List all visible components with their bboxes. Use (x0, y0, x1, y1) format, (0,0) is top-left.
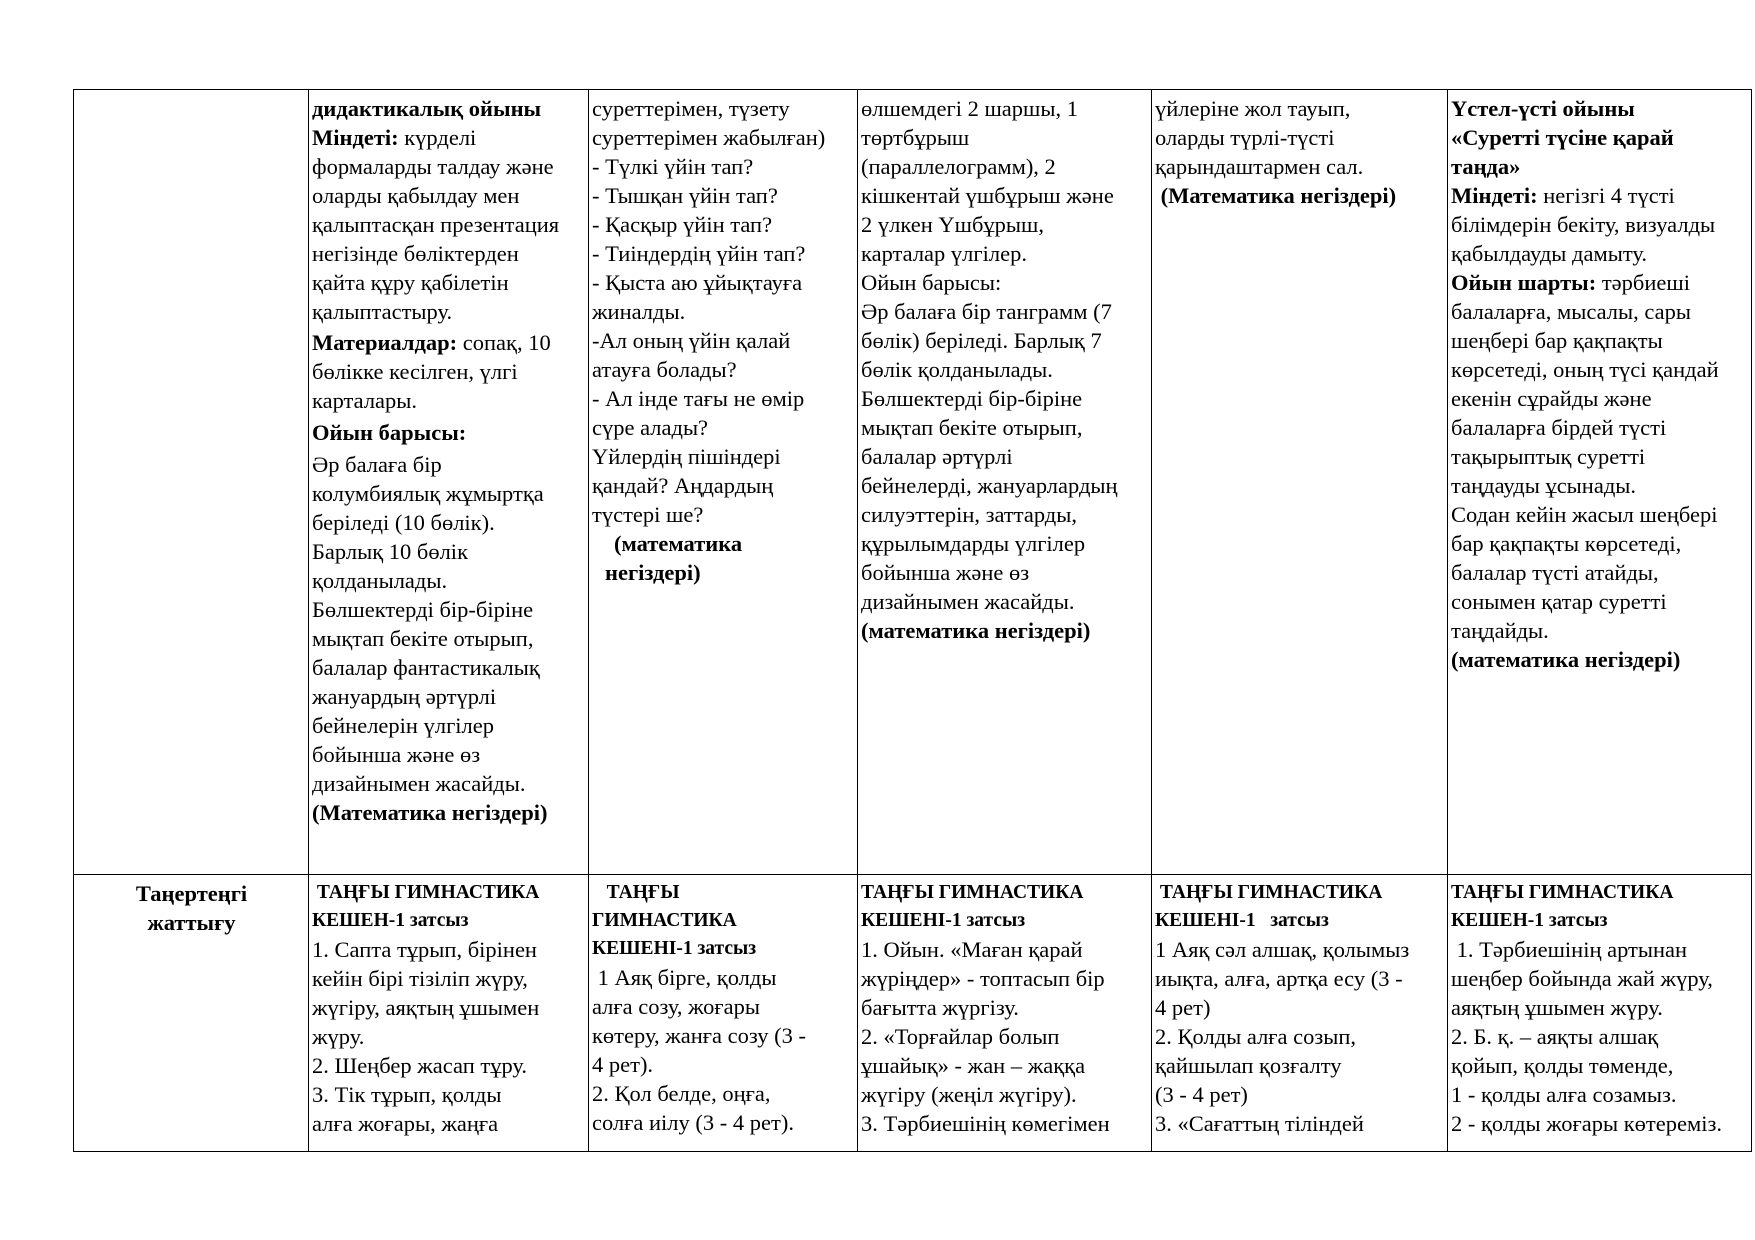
materials-label: Материалдар: (312, 330, 458, 355)
game-title: дидактикалық ойыны (312, 96, 542, 121)
subject-label: (математика негіздері) (1451, 647, 1681, 672)
cell-path-drawing: үйлеріне жол тауып, оларды түрлі-түсті қарындаштармен сал. (Математика негіздері) (1152, 90, 1448, 875)
game-title: таңда» (1451, 154, 1521, 179)
progress-label: Ойын барысы: (312, 420, 467, 445)
gymnastics-heading: КЕШЕН-1 затсыз (1451, 910, 1608, 931)
cell-didactic-game: дидактикалық ойыны Міндеті: күрделі формаларды талдау және оларды қабылдау мен қалыптасқан презентация негізінде бөліктерден қайта құру қабілетін қалыптастыру. Материалдар: сопақ, 10 бөлікке кесілген, үлгі карталары. Ойын барысы: Әр балаға бір колумбиялық жұмыртқа беріледі (10 бөлік). Барлық 10 бөлік қолданылады. Бөлшектерді бір-біріне мықтап бекіте отырып, балалар фантастикалық жануардың әртүрлі бейнелерін үлгілер бойынша және өз дизайнымен жасайды. (Математика негіздері) (309, 90, 589, 875)
gymnastics-heading: КЕШЕНІ-1 затсыз (861, 910, 1026, 931)
game-title: «Суретті түсіне қарай (1451, 125, 1674, 150)
subject-label: (Математика негіздері) (312, 800, 548, 825)
gymnastics-heading: КЕШЕНІ-1 затсыз (592, 938, 757, 959)
weekly-plan-table (73, 89, 1752, 1152)
gymnastics-heading: КЕШЕНІ-1 затсыз (1155, 910, 1329, 931)
game-title: Үстел-үсті ойыны (1451, 96, 1635, 121)
table-row (74, 875, 1752, 1152)
cell-color-game: Үстел-үсті ойыны «Суретті түсіне қарай таңда» Міндеті: негізгі 4 түсті білімдерін бекіту, визуалды қабылдауды дамыту. Ойын шарты: тәрбиеші балаларға, мысалы, сары шеңбері бар қақпақты көрсетеді, оның түсі қандай екенін сұрайды және балаларға бірдей түсті тақырыптық суретті таңдауды ұсынады. Содан кейін жасыл шеңбері бар қақпақты көрсетеді, балалар түсті атайды, сонымен қатар суретті таңдайды. (математика негіздері) (1448, 90, 1752, 875)
subject-label: (математика негіздері) (861, 618, 1091, 643)
gymnastics-heading: ТАҢҒЫ ГИМНАСТИКА (861, 882, 1084, 903)
row-head-morning-exercise: Таңертеңгі жаттығу (74, 875, 309, 1152)
subject-label: (математика (614, 531, 743, 556)
cell-animal-homes: суреттерімен, түзету суреттерімен жабылған) - Түлкі үйін тап? - Тышқан үйін тап? - Қасқыр үйін тап? - Тиіндердің үйін тап? - Қыста аю ұйықтауға жиналды. -Ал оның үйін қалай атауға болады? - Ал інде тағы не өмір сүре алады? Үйлердің пішіндері қандай? Аңдардың түстері ше? (математика негіздері) (589, 90, 858, 875)
table-row (74, 90, 1752, 875)
task-label: Міндеті: (1451, 183, 1538, 208)
cell-gymnastics-2: ТАҢҒЫ ГИМНАСТИКА КЕШЕНІ-1 затсыз 1 Аяқ бірге, қолды алға созу, жоғары көтеру, жанға созу (3 - 4 рет). 2. Қол белде, оңға, солға иілу (3 - 4 рет). (589, 875, 858, 1152)
gymnastics-heading: КЕШЕН-1 затсыз (312, 910, 469, 931)
rules-label: Ойын шарты: (1451, 270, 1597, 295)
subject-label: (Математика негіздері) (1155, 183, 1397, 208)
gymnastics-heading: ТАҢҒЫ ГИМНАСТИКА (312, 882, 540, 903)
subject-label: негіздері) (605, 560, 701, 585)
cell-gymnastics-3: ТАҢҒЫ ГИМНАСТИКА КЕШЕНІ-1 затсыз 1. Ойын. «Маған қарай жүріңдер» - топтасып бір бағытта жүргізу. 2. «Торғайлар болып ұшайық» - жан – жаққа жүгіру (жеңіл жүгіру). 3. Тәрбиешінің көмегімен (858, 875, 1152, 1152)
row-head-cell-empty (74, 90, 309, 875)
gymnastics-heading: ТАҢҒЫ ГИМНАСТИКА (1451, 882, 1674, 903)
cell-gymnastics-1: ТАҢҒЫ ГИМНАСТИКА КЕШЕН-1 затсыз 1. Сапта тұрып, бірінен кейін бірі тізіліп жүру, жүгіру, аяқтың ұшымен жүру. 2. Шеңбер жасап тұру. 3. Тік тұрып, қолды алға жоғары, жаңға (309, 875, 589, 1152)
cell-tangram-game: өлшемдегі 2 шаршы, 1 төртбұрыш (параллелограмм), 2 кішкентай үшбұрыш және 2 үлкен Үшбұрыш, карталар үлгілер. Ойын барысы: Әр балаға бір танграмм (7 бөлік) беріледі. Барлық 7 бөлік қолданылады. Бөлшектерді бір-біріне мықтап бекіте отырып, балалар әртүрлі бейнелерді, жануарлардың силуэттерін, заттарды, құрылымдарды үлгілер бойынша және өз дизайнымен жасайды. (математика негіздері) (858, 90, 1152, 875)
cell-gymnastics-5: ТАҢҒЫ ГИМНАСТИКА КЕШЕН-1 затсыз 1. Тәрбиешінің артынан шеңбер бойында жай жүру, аяқтың ұшымен жүру. 2. Б. қ. – аяқты алшақ қойып, қолды төменде, 1 - қолды алға созамыз. 2 - қолды жоғары көтереміз. (1448, 875, 1752, 1152)
gymnastics-heading: ГИМНАСТИКА (592, 910, 737, 931)
cell-gymnastics-4: ТАҢҒЫ ГИМНАСТИКА КЕШЕНІ-1 затсыз 1 Аяқ сәл алшақ, қолымыз иықта, алға, артқа есу (3 - 4 рет) 2. Қолды алға созып, қайшылап қозғалту (3 - 4 рет) 3. «Сағаттың тіліндей (1152, 875, 1448, 1152)
gymnastics-heading: ТАҢҒЫ ГИМНАСТИКА (1155, 882, 1383, 903)
gymnastics-heading: ТАҢҒЫ (592, 882, 680, 903)
task-label: Міндеті: (312, 125, 399, 150)
